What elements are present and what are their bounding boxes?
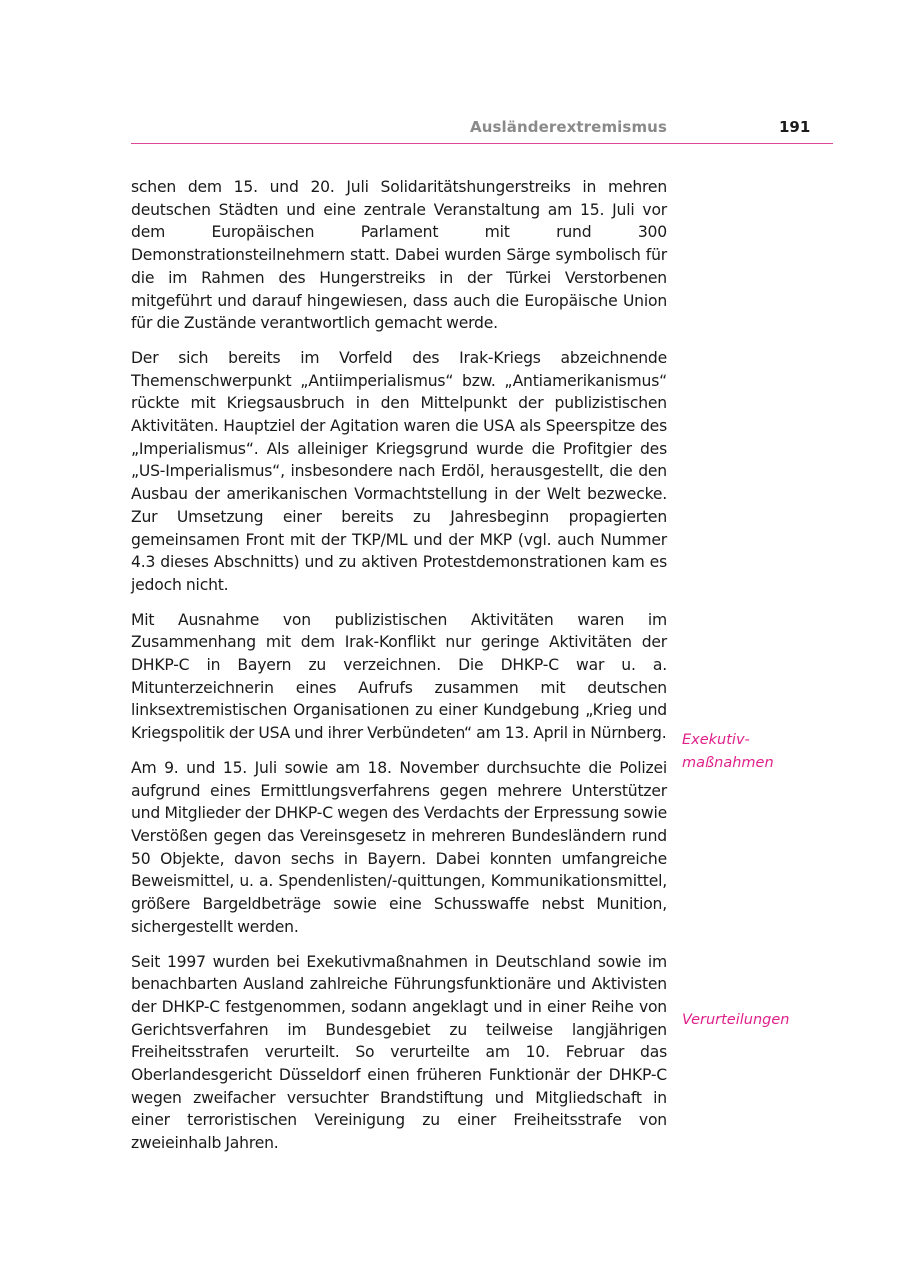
paragraph-durchsuchungen: Am 9. und 15. Juli sowie am 18. November durchsuchte die Polizei aufgrund eines Ermittlungsverfahrens gegen mehrere Unterstützer und Mitglieder der DHKP-C wegen des Verdachts der Erpressung sowie Verstößen gegen das Vereinsgesetz in mehreren Bundesländern rund 50 Objekte, davon sechs in Bayern. Dabei konnten umfangreiche Beweismittel, u. a. Spendenlisten/-quittungen, Kommunikationsmittel, größere Bargeldbeträge sowie eine Schusswaffe nebst Munition, sichergestellt werden.	[131, 758, 667, 936]
paragraph-antiimperialismus: Der sich bereits im Vorfeld des Irak-Kriegs abzeichnende Themenschwerpunkt „Antiimperialismus“ bzw. „Antiamerikanismus“ rückte mit Kriegsausbruch in den Mittelpunkt der publizistischen Aktivitäten. Hauptziel der Agitation waren die USA als Speerspitze des „Imperialismus“. Als alleiniger Kriegsgrund wurde die Profitgier des „US-Imperialismus“, insbesondere nach Erdöl, herausgestellt, die den Ausbau der amerikanischen Vormachtstellung in der Welt bezwecke. Zur Umsetzung einer bereits zu Jahresbeginn propagierten gemeinsamen Front mit der TKP/ML und der MKP (vgl. auch Nummer 4.3 dieses Abschnitts) und zu aktiven Protestdemonstrationen kam es jedoch nicht.	[131, 348, 667, 594]
paragraph-verurteilungen: Seit 1997 wurden bei Exekutivmaßnahmen in Deutschland sowie im benachbarten Ausland zahlreiche Führungsfunktionäre und Aktivisten der DHKP-C festgenommen, sodann angeklagt und in einer Reihe von Gerichtsverfahren im Bundesgebiet zu teilweise langjährigen Freiheitsstrafen verurteilt. So verurteilte am 10. Februar das Oberlandesgericht Düsseldorf einen früheren Funktionär der DHKP-C wegen zweifacher versuchter Brandstiftung und Mitgliedschaft in einer terroristischen Vereinigung zu einer Freiheitsstrafe von zweieinhalb Jahren.	[131, 952, 667, 1153]
margin-note-exekutivmassnahmen	[682, 729, 774, 774]
margin-note-exekutiv-line2: maßnahmen	[682, 754, 774, 771]
paragraph-irak-konflikt: Mit Ausnahme von publizistischen Aktivitäten waren im Zusammenhang mit dem Irak-Konflikt nur geringe Aktivitäten der DHKP-C in Bayern zu verzeichnen. Die DHKP-C war u. a. Mitunterzeichnerin eines Aufrufs zusammen mit deutschen linksextremistischen Organisationen zu einer Kundgebung „Krieg und Kriegspolitik der USA und ihrer Verbündeten“ am 13. April in Nürnberg.	[131, 610, 667, 743]
running-head	[131, 117, 833, 144]
section-title: Ausländerextremismus	[470, 118, 667, 136]
paragraph-hungerstreik: schen dem 15. und 20. Juli Solidaritätshungerstreiks in mehren deutschen Städten und eine zentrale Veranstaltung am 15. Juli vor dem Europäischen Parlament mit rund 300 Demonstrationsteilnehmern statt. Dabei wurden Särge symbolisch für die im Rahmen des Hungerstreiks in der Türkei Verstorbenen mitgeführt und darauf hingewiesen, dass auch die Europäische Union für die Zustände verantwortlich gemacht werde.	[131, 178, 667, 333]
body-text	[131, 176, 667, 1167]
margin-note-verurteilungen: Verurteilungen	[682, 1012, 790, 1028]
margin-note-exekutiv-line1: Exekutiv-	[682, 732, 750, 748]
page-number: 191	[779, 118, 811, 136]
